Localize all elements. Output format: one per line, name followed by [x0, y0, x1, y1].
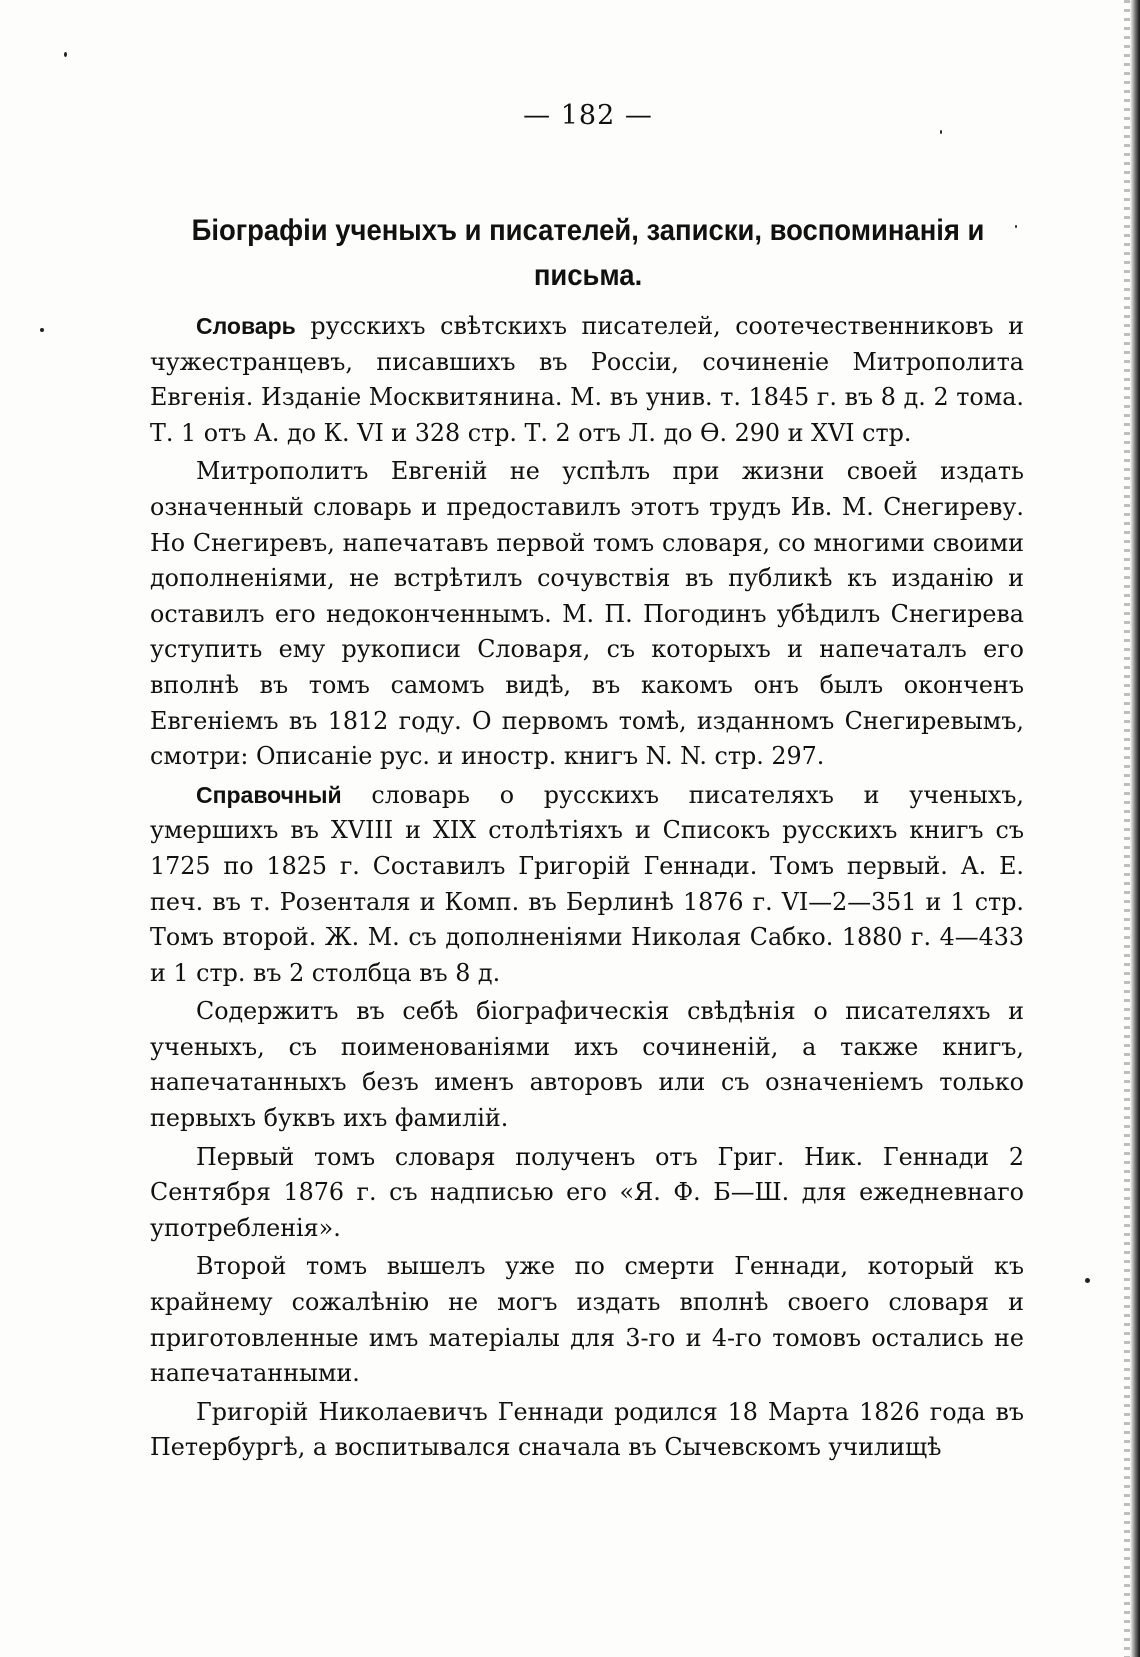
- paragraph-text: Содержитъ въ себѣ біографическія свѣдѣнія о писателяхъ и ученыхъ, съ поименованіями ихъ сочиненій, а также книгъ, напечатанныхъ безъ именъ авторовъ или съ означеніемъ только первыхъ буквъ ихъ фамилій.: [150, 997, 1024, 1133]
- section-heading: Біографіи ученыхъ и писателей, записки, воспоминанія и письма.: [191, 214, 985, 292]
- paragraph-text: русскихъ свѣтскихъ писателей, соотечественниковъ и чужестранцевъ, писавшихъ въ Россіи, сочиненіе Митрополита Евгенія. Изданіе Москвитянина. М. въ унив. т. 1845 г. въ 8 д. 2 тома. Т. 1 отъ А. до К. VI и 328 стр. Т. 2 отъ Л. до Ѳ. 290 и XVI стр.: [150, 312, 1024, 447]
- body-text: [150, 309, 1024, 1466]
- ink-speck: [1085, 1278, 1090, 1283]
- paragraph: [150, 454, 1024, 774]
- paragraph: [150, 1140, 1024, 1247]
- paragraph-text: Григорій Николаевичъ Геннади родился 18 Марта 1826 года въ Петербургѣ, а воспитывался сначала въ Сычевскомъ училищѣ: [150, 1397, 1024, 1462]
- paragraph: [150, 1249, 1024, 1391]
- entry-lead-word: Справочный: [196, 781, 342, 808]
- page-number: — 182 —: [523, 100, 653, 131]
- paragraph: [150, 1395, 1024, 1466]
- ink-speck: [40, 328, 44, 332]
- page-edge-noise: [1124, 0, 1130, 1657]
- paragraph-text: Второй томъ вышелъ уже по смерти Геннади, который къ крайнему сожалѣнію не могъ издать вполнѣ своего словаря и приготовленные имъ матеріалы для 3-го и 4-го томовъ остались не напечатанными.: [150, 1252, 1024, 1388]
- paragraph: [150, 994, 1024, 1136]
- ink-speck: [1015, 225, 1017, 228]
- paragraph-text: Первый томъ словаря полученъ отъ Григ. Ник. Геннади 2 Сентября 1876 г. съ надписью его «Я. Ф. Б—Ш. для ежедневнаго употребленія».: [150, 1142, 1024, 1242]
- entry-lead-word: Словарь: [196, 313, 296, 339]
- ink-speck: [64, 52, 67, 57]
- paragraph: [150, 778, 1024, 992]
- paragraph: [150, 309, 1024, 451]
- paragraph-text: Митрополитъ Евгеній не успѣлъ при жизни своей издать означенный словарь и предоставилъ этотъ трудъ Ив. М. Снегиреву. Но Снегиревъ, напечатавъ первой томъ словаря, со многими своими дополненіями, не встрѣтилъ сочувствія въ публикѣ къ изданію и оставилъ его недоконченнымъ. М. П. Погодинъ убѣдилъ Снегирева уступить ему рукописи Словаря, съ которыхъ и напечаталъ его вполнѣ въ томъ самомъ видѣ, въ какомъ онъ былъ оконченъ Евгеніемъ въ 1812 году. О первомъ томѣ, изданномъ Снегиревымъ, смотри: Описаніе рус. и иностр. книгъ N. N. стр. 297.: [150, 457, 1024, 771]
- paragraph-text: словарь о русскихъ писателяхъ и ученыхъ, умершихъ въ XVIII и XIX столѣтіяхъ и Списокъ русскихъ книгъ съ 1725 по 1825 г. Составилъ Григорій Геннади. Томъ первый. А. Е. печ. въ т. Розенталя и Комп. въ Берлинѣ 1876 г. VI—2—351 и 1 стр. Томъ второй. Ж. М. съ дополненіями Николая Сабко. 1880 г. 4—433 и 1 стр. въ 2 столбца въ 8 д.: [150, 780, 1024, 987]
- page-edge-shadow: [1130, 0, 1140, 1657]
